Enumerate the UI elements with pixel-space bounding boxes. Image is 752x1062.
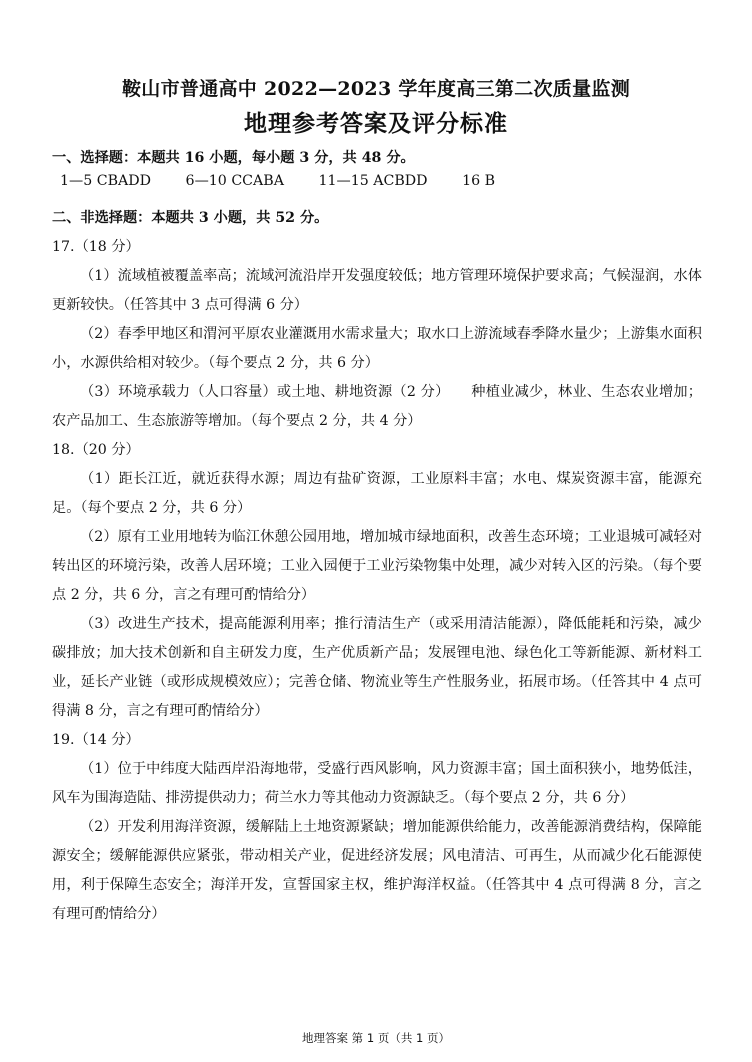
- q17-part3: （3）环境承载力（人口容量）或土地、耕地资源（2 分） 种植业减少，林业、生态农业增加；农产品加工、生态旅游等增加。（每个要点 2 分，共 4 分）: [52, 384, 702, 429]
- q17-part1: （1）流域植被覆盖率高；流域河流沿岸开发强度较低；地方管理环境保护要求高；气候湿润，水体更新较快。（任答其中 3 点可得满 6 分）: [52, 268, 702, 313]
- answer-group-4: 16 B: [462, 173, 496, 189]
- q17-label: 17.（18 分）: [52, 239, 140, 255]
- document-body: [52, 144, 702, 929]
- answer-group-2: 6—10 CCABA: [185, 173, 284, 189]
- section2-heading: 二、非选择题：本题共 3 小题，共 52 分。: [52, 210, 329, 226]
- q18-part2: （2）原有工业用地转为临江休憩公园用地，增加城市绿地面积，改善生态环境；工业退城可减轻对转出区的环境污染，改善人居环境；工业入园便于工业污染物集中处理，减少对转入区的污染。（每个要点 2 分，共 6 分，言之有理可酌情给分）: [52, 529, 702, 603]
- q19-part1: （1）位于中纬度大陆西岸沿海地带，受盛行西风影响，风力资源丰富；国土面积狭小，地势低洼，风车为围海造陆、排涝提供动力；荷兰水力等其他动力资源缺乏。（每个要点 2 分，共 6 分）: [52, 761, 702, 806]
- answer-group-1: 1—5 CBADD: [60, 173, 152, 189]
- section1-heading: 一、选择题：本题共 16 小题，每小题 3 分，共 48 分。: [52, 150, 415, 166]
- q18-part1: （1）距长江近，就近获得水源；周边有盐矿资源，工业原料丰富；水电、煤炭资源丰富，能源充足。（每个要点 2 分，共 6 分）: [52, 471, 702, 516]
- q19-label: 19.（14 分）: [52, 732, 140, 748]
- document-title: 鞍山市普通高中 2022—2023 学年度高三第二次质量监测: [122, 78, 630, 100]
- q18-part3: （3）改进生产技术，提高能源利用率；推行清洁生产（或采用清洁能源），降低能耗和污染，减少碳排放；加大技术创新和自主研发力度，生产优质新产品；发展锂电池、绿色化工等新能源、新材料工业，延长产业链（或形成规模效应）；完善仓储、物流业等生产性服务业，拓展市场。（任答其中 4 点可得满 8 分，言之有理可酌情给分）: [52, 616, 702, 719]
- page-footer: 地理答案 第 1 页（共 1 页）: [302, 1031, 450, 1045]
- document-subtitle: 地理参考答案及评分标准: [244, 110, 508, 137]
- answer-group-3: 11—15 ACBDD: [318, 173, 428, 189]
- choice-answers: [52, 167, 702, 196]
- q18-label: 18.（20 分）: [52, 442, 140, 458]
- q19-part2: （2）开发利用海洋资源，缓解陆上土地资源紧缺；增加能源供给能力，改善能源消费结构，保障能源安全；缓解能源供应紧张，带动相关产业，促进经济发展；风电清洁、可再生，从而减少化石能源使用，利于保障生态安全；海洋开发，宣誓国家主权，维护海洋权益。（任答其中 4 点可得满 8 分，言之有理可酌情给分）: [52, 819, 702, 922]
- q17-part2: （2）春季甲地区和渭河平原农业灌溉用水需求量大；取水口上游流域春季降水量少；上游集水面积小，水源供给相对较少。（每个要点 2 分，共 6 分）: [52, 326, 702, 371]
